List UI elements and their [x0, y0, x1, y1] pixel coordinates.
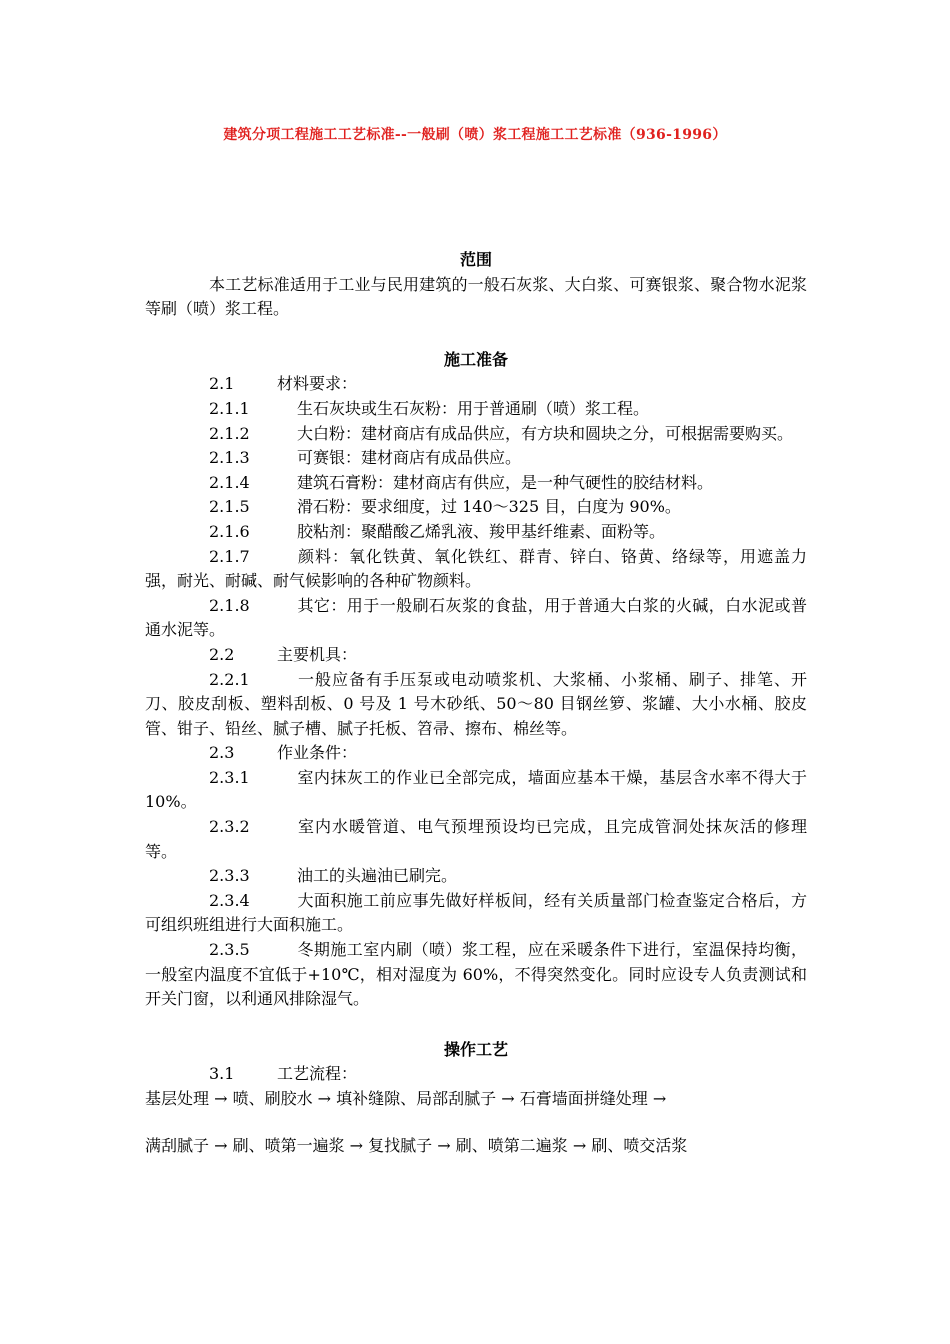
item-text: 大面积施工前应事先做好样板间，经有关质量部门检查鉴定合格后，方可组织班组进行大面积施工。 [145, 890, 807, 935]
item-number: 2.3 [209, 743, 235, 763]
item-number: 2.3.4 [209, 890, 250, 910]
item-number: 2.2.1 [209, 669, 250, 689]
item-text: 一般应备有手压泵或电动喷浆机、大浆桶、小浆桶、刷子、排笔、开刀、胶皮刮板、塑料刮板、0 号及 1 号木砂纸、50～80 目钢丝箩、浆罐、大小水桶、胶皮管、钳子、铅丝、腻子槽、腻子托板、笤帚、擦布、棉丝等。 [145, 669, 807, 738]
item-number: 2.3.5 [209, 940, 250, 960]
item-number: 2.1.5 [209, 497, 250, 517]
item-text: 室内抹灰工的作业已全部完成，墙面应基本干燥，基层含水率不得大于 10%。 [145, 767, 807, 812]
list-item [145, 643, 807, 668]
item-number: 2.1.4 [209, 472, 250, 492]
item-text: 大白粉：建材商店有成品供应，有方块和圆块之分，可根据需要购买。 [297, 423, 794, 443]
document-body [145, 248, 807, 1158]
list-item [145, 520, 807, 545]
item-text: 胶粘剂：聚醋酸乙烯乳液、羧甲基纤维素、面粉等。 [297, 521, 666, 541]
list-item [145, 372, 807, 397]
list-item [145, 545, 807, 594]
item-number: 2.2 [209, 644, 235, 664]
item-number: 2.1.7 [209, 546, 250, 566]
list-item [145, 864, 807, 889]
item-text: 可赛银：建材商店有成品供应。 [297, 448, 522, 468]
item-text: 作业条件： [277, 743, 358, 763]
process-flow [145, 1087, 807, 1158]
item-number: 2.1.3 [209, 448, 250, 468]
list-item [145, 397, 807, 422]
list-item [145, 741, 807, 766]
item-number: 2.1.1 [209, 398, 250, 418]
item-number: 2.1.8 [209, 595, 250, 615]
item-text: 工艺流程： [277, 1064, 358, 1084]
item-text: 生石灰块或生石灰粉：用于普通刷（喷）浆工程。 [297, 398, 650, 418]
list-item [145, 471, 807, 496]
list-item [145, 594, 807, 643]
process-flow-line-1: 基层处理 → 喷、刷胶水 → 填补缝隙、局部刮腻子 → 石膏墙面拼缝处理 → [145, 1089, 667, 1108]
item-text: 材料要求： [277, 374, 358, 394]
item-number: 2.1.2 [209, 423, 250, 443]
list-item [145, 495, 807, 520]
section-heading-scope: 范围 [459, 250, 492, 269]
list-item [145, 422, 807, 447]
item-number: 2.1.6 [209, 521, 250, 541]
preparation-items [145, 372, 807, 1011]
item-number: 2.1 [209, 374, 235, 394]
scope-paragraph: 本工艺标准适用于工业与民用建筑的一般石灰浆、大白浆、可赛银浆、聚合物水泥浆等刷（喷）浆工程。 [145, 274, 807, 319]
process-flow-line-2: 满刮腻子 → 刷、喷第一遍浆 → 复找腻子 → 刷、喷第二遍浆 → 刷、喷交活浆 [145, 1135, 688, 1155]
item-number: 3.1 [209, 1064, 235, 1084]
item-number: 2.3.3 [209, 866, 250, 886]
item-text: 其它：用于一般刷石灰浆的食盐，用于普通大白浆的火碱，白水泥或普通水泥等。 [145, 595, 807, 640]
item-text: 油工的头遍油已刷完。 [297, 866, 458, 886]
document-title: 建筑分项工程施工工艺标准--一般刷（喷）浆工程施工工艺标准（936-1996） [223, 127, 727, 143]
list-item [145, 938, 807, 1012]
item-text: 室内水暖管道、电气预埋预设均已完成，且完成管洞处抹灰活的修理等。 [145, 817, 807, 861]
section-heading-operation: 操作工艺 [443, 1039, 508, 1059]
section-heading-preparation: 施工准备 [443, 349, 508, 369]
item-number: 2.3.1 [209, 767, 250, 787]
list-item [145, 815, 807, 864]
item-text: 建筑石膏粉：建材商店有供应，是一种气硬性的胶结材料。 [297, 472, 714, 492]
item-text: 滑石粉：要求细度，过 140～325 目，白度为 90%。 [297, 497, 681, 517]
item-text: 冬期施工室内刷（喷）浆工程，应在采暖条件下进行，室温保持均衡，一般室内温度不宜低于+10℃，相对湿度为 60%，不得突然变化。同时应设专人负责测试和开关门窗，以利通风排除湿气。 [145, 940, 807, 1009]
list-item [145, 766, 807, 815]
item-number: 2.3.2 [209, 817, 250, 837]
item-text: 颜料：氧化铁黄、氧化铁红、群青、锌白、铬黄、络绿等，用遮盖力强，耐光、耐碱、耐气候影响的各种矿物颜料。 [145, 546, 807, 591]
list-item [145, 668, 807, 742]
item-text: 主要机具： [277, 644, 358, 664]
operation-items [145, 1062, 807, 1087]
list-item [145, 1062, 807, 1087]
list-item [145, 889, 807, 938]
list-item [145, 446, 807, 471]
